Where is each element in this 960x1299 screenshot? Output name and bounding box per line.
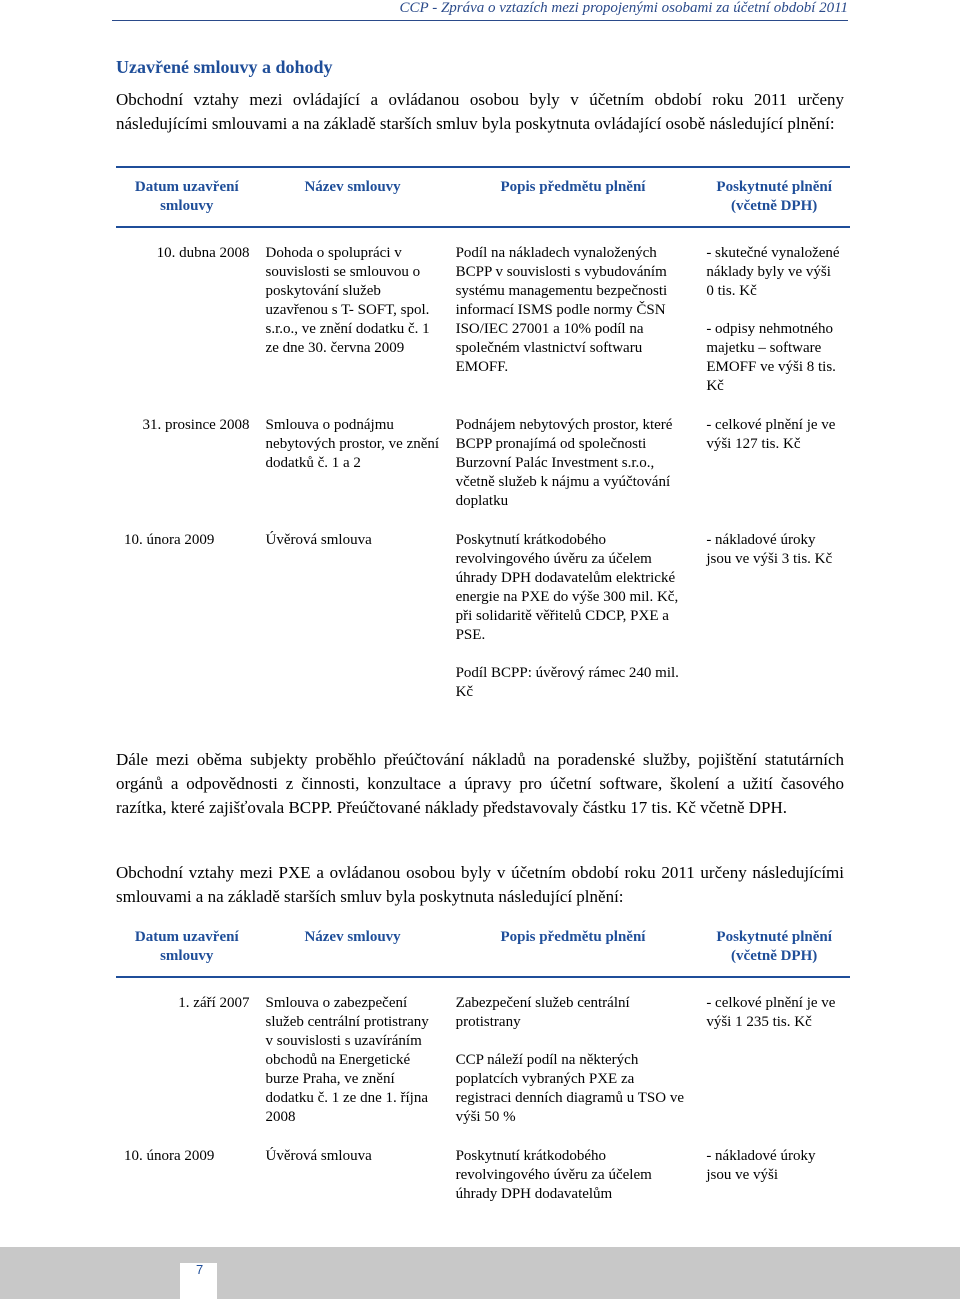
cell-date: 1. září 2007: [178, 995, 250, 1011]
cell-description: [448, 977, 699, 1133]
performance-text: - odpisy nehmotného majetku – software EMOFF ve výši 8 tis. Kč: [706, 321, 836, 394]
header-performance: Poskytnuté plnění (včetně DPH): [698, 918, 850, 977]
header-rule: [112, 20, 848, 21]
cell-name: Dohoda o spolupráci v souvislosti se smlouvou o poskytování služeb uzavřenou s T- SOFT, spol. s.r.o., ve znění dodatku č. 1 ze dne 30. června 2009: [265, 245, 430, 356]
description-text: Poskytnutí krátkodobého revolvingového úvěru za účelem úhrady DPH dodavatelům elektrické energie na PXE do výše 300 mil. Kč, při solidaritě věřitelů CDCP, PXE a PSE.: [455, 532, 679, 643]
recharge-paragraph: Dále mezi oběma subjekty proběhlo přeúčtování nákladů na poradenské služby, pojištění statutárních orgánů a odpovědnosti z činnosti, konzultace a úpravy pro účetní software, školení a užití časového razítka, které zajišťovala BCPP. Přeúčtované náklady představovaly částku 17 tis. Kč včetně DPH.: [116, 750, 844, 817]
cell-performance: - nákladové úroky jsou ve výši 3 tis. Kč: [706, 532, 833, 567]
cell-description: Poskytnutí krátkodobého revolvingového úvěru za účelem úhrady DPH dodavatelům: [455, 1148, 652, 1202]
cell-date: 10. dubna 2008: [156, 245, 250, 261]
description-text: Podíl BCPP: úvěrový rámec 240 mil. Kč: [455, 665, 679, 700]
table-row: [116, 977, 850, 1133]
cell-date: 10. února 2009: [124, 532, 215, 548]
cell-description: Podnájem nebytových prostor, které BCPP pronajímá od společnosti Burzovní Palác Investment s.r.o., včetně služeb k nájmu a vyúčtování doplatku: [455, 417, 673, 509]
header-performance: Poskytnuté plnění (včetně DPH): [698, 167, 850, 227]
cell-performance: [698, 227, 850, 402]
description-text: CCP náleží podíl na některých poplatcích vybraných PXE za registraci denních diagramů u TSO ve výši 50 %: [455, 1052, 684, 1125]
page-number: 7: [196, 1262, 204, 1277]
cell-description: Podíl na nákladech vynaložených BCPP v souvislosti s vybudováním systému managementu bezpečnosti informací ISMS podle normy ČSN ISO/IEC 27001 a 10% podíl na společném vlastnictví softwaru EMOFF.: [455, 245, 668, 375]
cell-name: Úvěrová smlouva: [265, 1148, 372, 1164]
intro-paragraph-1: Obchodní vztahy mezi ovládající a ovládanou osobou byly v účetním období roku 2011 určeny následujícími smlouvami a na základě starších smluv byla poskytnuta ovládající osobě následující plnění:: [116, 90, 844, 133]
performance-text: - skutečné vynaložené náklady byly ve výši 0 tis. Kč: [706, 245, 840, 299]
table-row: [116, 402, 850, 517]
table-row: [116, 517, 850, 708]
footer-bar: [0, 1247, 960, 1299]
header-date: Datum uzavření smlouvy: [116, 918, 258, 977]
cell-date: 31. prosince 2008: [142, 417, 250, 433]
table-row: [116, 227, 850, 402]
cell-date: 10. února 2009: [124, 1148, 215, 1164]
running-header: CCP - Zpráva o vztazích mezi propojenými osobami za účetní období 2011: [399, 0, 848, 16]
cell-name: Smlouva o zabezpečení služeb centrální protistrany v souvislosti s uzavíráním obchodů na Energetické burze Praha, ve znění dodatku č. 1 ze dne 1. října 2008: [265, 995, 429, 1125]
section-title: Uzavřené smlouvy a dohody: [116, 57, 333, 77]
cell-performance: - celkové plnění je ve výši 127 tis. Kč: [706, 417, 836, 452]
header-date: Datum uzavření smlouvy: [116, 167, 258, 227]
description-text: Zabezpečení služeb centrální protistrany: [455, 995, 630, 1030]
intro-paragraph-2: Obchodní vztahy mezi PXE a ovládanou osobou byly v účetním období roku 2011 určeny následujícími smlouvami a na základě starších smluv byla poskytnuta následující plnění:: [116, 863, 844, 906]
cell-name: Úvěrová smlouva: [265, 532, 372, 548]
header-name: Název smlouvy: [258, 167, 448, 227]
header-name: Název smlouvy: [258, 918, 448, 977]
table-row: [116, 1133, 850, 1210]
header-description: Popis předmětu plnění: [448, 918, 699, 977]
cell-description: [448, 517, 699, 708]
contracts-table-1: [116, 166, 850, 708]
header-description: Popis předmětu plnění: [448, 167, 699, 227]
cell-performance: - nákladové úroky jsou ve výši: [706, 1148, 816, 1183]
cell-performance: - celkové plnění je ve výši 1 235 tis. Kč: [706, 995, 836, 1030]
cell-name: Smlouva o podnájmu nebytových prostor, ve znění dodatků č. 1 a 2: [265, 417, 440, 471]
contracts-table-2: [116, 918, 850, 1210]
